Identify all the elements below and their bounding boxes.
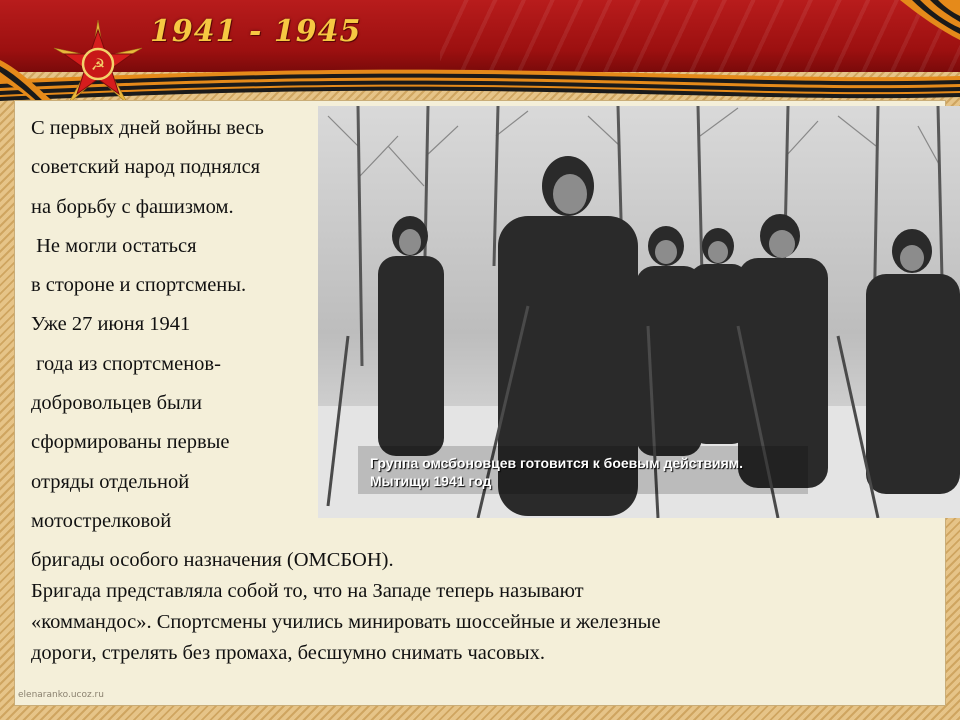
wide-paragraph <box>31 576 931 669</box>
paragraph-line: бригады особого назначения (ОМСБОН). <box>31 549 394 572</box>
photo-caption <box>370 454 743 490</box>
photo-caption-line: Мытищи 1941 год <box>370 473 492 489</box>
source-watermark: elenaranko.ucoz.ru <box>18 690 104 700</box>
svg-text:☭: ☭ <box>90 55 106 74</box>
paragraph-line: в стороне и спортсмены. <box>31 274 247 297</box>
paragraph-line: «коммандос». Спортсмены учились минировать шоссейные и железные <box>31 611 661 633</box>
left-paragraph <box>31 114 394 586</box>
wartime-photo <box>318 106 960 518</box>
order-star-icon <box>52 18 144 110</box>
paragraph-line: советский народ поднялся <box>31 156 261 179</box>
paragraph-line: сформированы первые <box>31 431 230 454</box>
paragraph-line: добровольцев были <box>31 392 202 415</box>
page-title: 1941 - 1945 <box>150 14 362 49</box>
paragraph-line: мотострелковой <box>31 509 172 532</box>
paragraph-line: Бригада представляла собой то, что на Западе теперь называют <box>31 580 584 602</box>
paragraph-line: года из спортсменов- <box>31 352 221 375</box>
paragraph-line: С первых дней войны весь <box>31 117 264 139</box>
paragraph-line: дороги, стрелять без промаха, бесшумно снимать часовых. <box>31 642 546 664</box>
paragraph-line: Не могли остаться <box>31 234 197 257</box>
paragraph-line: отряды отдельной <box>31 470 190 493</box>
paragraph-line: на борьбу с фашизмом. <box>31 195 234 218</box>
st-george-ribbon <box>0 0 960 110</box>
paragraph-line: Уже 27 июня 1941 <box>31 313 191 336</box>
photo-caption-line: Группа омсбоновцев готовится к боевым действиям. <box>370 455 744 471</box>
